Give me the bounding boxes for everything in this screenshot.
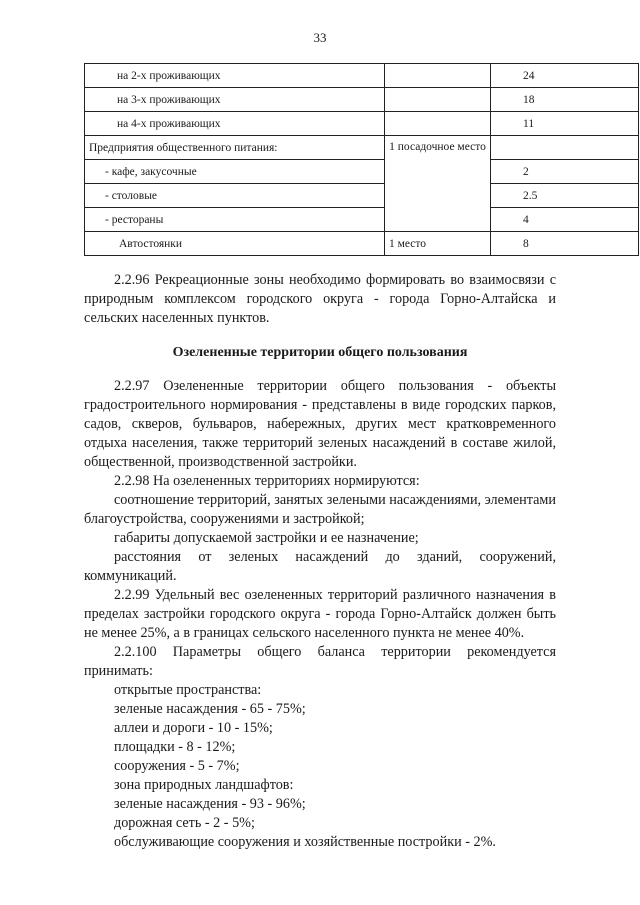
section-heading: Озелененные территории общего пользования	[172, 345, 468, 360]
section-heading-block	[84, 343, 556, 362]
table-row	[85, 88, 639, 112]
table-cell-unit	[385, 64, 491, 88]
table-cell-name: Автостоянки	[85, 232, 385, 256]
paragraph-2-2-98-a: соотношение территорий, занятых зелеными насаждениями, элементами благоустройства, сооружениями и застройкой;	[84, 492, 556, 527]
body-text	[84, 377, 556, 852]
paragraph-2-2-96: 2.2.96 Рекреационные зоны необходимо формировать во взаимосвязи с природным комплексом городского округа - города Горно-Алтайска и сельских населенных пунктов.	[84, 272, 556, 326]
list-item: зона природных ландшафтов:	[114, 777, 294, 793]
paragraph-2-2-98-c: расстояния от зеленых насаждений до зданий, сооружений, коммуникаций.	[84, 549, 556, 584]
table-cell-value: 2	[491, 160, 639, 184]
table-row	[85, 64, 639, 88]
table-cell-value	[491, 136, 639, 160]
table-cell-name: Предприятия общественного питания:	[85, 136, 385, 160]
paragraph-2-2-99: 2.2.99 Удельный вес озелененных территорий различного назначения в пределах застройки городского округа - города Горно-Алтайск должен быть не менее 25%, а в границах сельского населенного пункта не менее 40%.	[84, 587, 556, 641]
table-row	[85, 184, 639, 208]
table-cell-value: 11	[491, 112, 639, 136]
list-item: сооружения - 5 - 7%;	[114, 758, 240, 774]
norms-table	[84, 63, 639, 256]
page-number: 33	[313, 30, 327, 45]
table-cell-unit: 1 посадочное место	[385, 136, 491, 232]
list-item: обслуживающие сооружения и хозяйственные постройки - 2%.	[114, 834, 496, 850]
table-cell-name: - рестораны	[85, 208, 385, 232]
table-row	[85, 232, 639, 256]
paragraph-2-2-96-block	[84, 271, 556, 328]
table-cell-value: 4	[491, 208, 639, 232]
paragraph-2-2-98: 2.2.98 На озелененных территориях нормируются:	[114, 473, 420, 489]
list-item: дорожная сеть - 2 - 5%;	[114, 815, 255, 831]
list-item: аллеи и дороги - 10 - 15%;	[114, 720, 273, 736]
paragraph-2-2-98-b: габариты допускаемой застройки и ее назначение;	[114, 530, 419, 546]
table-row	[85, 160, 639, 184]
table-row	[85, 208, 639, 232]
table-cell-name: - кафе, закусочные	[85, 160, 385, 184]
table-cell-value: 2.5	[491, 184, 639, 208]
table-cell-name: на 3-х проживающих	[85, 88, 385, 112]
list-item: площадки - 8 - 12%;	[114, 739, 236, 755]
list-item: зеленые насаждения - 93 - 96%;	[114, 796, 306, 812]
table-cell-unit: 1 место	[385, 232, 491, 256]
table-cell-value: 8	[491, 232, 639, 256]
paragraph-2-2-97: 2.2.97 Озелененные территории общего пользования - объекты градостроительного нормирования - представлены в виде городских парков, садов, скверов, бульваров, набережных, других мест кратковременного отдыха населения, также территорий зеленых насаждений в составе жилой, общественной, производственной застройки.	[84, 378, 556, 470]
table-cell-unit	[385, 88, 491, 112]
table-row	[85, 136, 639, 160]
paragraph-2-2-100: 2.2.100 Параметры общего баланса территории рекомендуется принимать:	[84, 644, 556, 679]
table-cell-name: - столовые	[85, 184, 385, 208]
table-cell-unit	[385, 112, 491, 136]
table-cell-value: 24	[491, 64, 639, 88]
table-row	[85, 112, 639, 136]
table-cell-name: на 4-х проживающих	[85, 112, 385, 136]
list-item: открытые пространства:	[114, 682, 262, 698]
table-cell-name: на 2-х проживающих	[85, 64, 385, 88]
list-item: зеленые насаждения - 65 - 75%;	[114, 701, 306, 717]
table-cell-value: 18	[491, 88, 639, 112]
